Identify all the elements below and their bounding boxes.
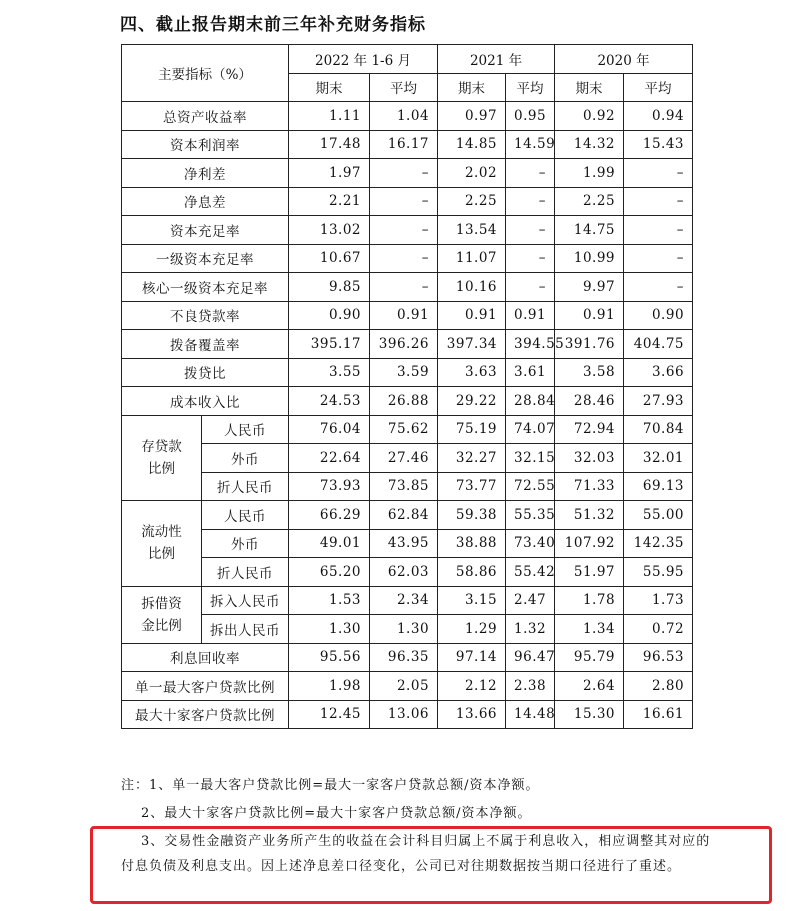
value-cell: 2.21 — [289, 187, 370, 216]
row-label: 拨贷比 — [122, 358, 289, 387]
value-cell: 397.34 — [438, 330, 506, 359]
value-cell: 43.95 — [370, 529, 438, 558]
value-cell: 96.35 — [370, 643, 438, 672]
value-cell: 75.19 — [438, 415, 506, 444]
table-row — [122, 700, 693, 729]
value-cell: 1.11 — [289, 102, 370, 131]
value-cell: 96.53 — [624, 643, 693, 672]
group-label — [122, 501, 202, 587]
value-cell: 75.62 — [370, 415, 438, 444]
row-label: 最大十家客户贷款比例 — [122, 700, 289, 729]
value-cell: 32.27 — [438, 444, 506, 473]
value-cell: 1.53 — [289, 586, 370, 615]
value-cell: 15.43 — [624, 130, 693, 159]
value-cell: 0.91 — [506, 301, 555, 330]
value-cell: 73.93 — [289, 472, 370, 501]
group-label-line: 拆借资 — [141, 595, 182, 612]
table-row — [122, 643, 693, 672]
table-row — [122, 244, 693, 273]
value-cell: 0.92 — [555, 102, 624, 131]
value-cell: – — [624, 273, 693, 302]
value-cell: 2.25 — [555, 187, 624, 216]
value-cell: 2.34 — [370, 586, 438, 615]
sub-row-label: 人民币 — [202, 501, 289, 530]
value-cell: – — [506, 187, 555, 216]
row-label: 资本充足率 — [122, 216, 289, 245]
value-cell: 3.55 — [289, 358, 370, 387]
value-cell: 1.30 — [289, 615, 370, 644]
value-cell: – — [370, 273, 438, 302]
note-3: 3、交易性金融资产业务所产生的收益在会计科目归属上不属于利息收入，相应调整其对应的付息负债及利息支出。因上述净息差口径变化，公司已对往期数据按当期口径进行了重述。 — [121, 834, 711, 874]
value-cell: 70.84 — [624, 415, 693, 444]
table-row — [122, 672, 693, 701]
year-header-2022: 2022 年 1-6 月 — [289, 45, 438, 74]
note-1: 注：1、单一最大客户贷款比例=最大一家客户贷款总额/资本净额。 — [121, 778, 540, 793]
value-cell: 394.55 — [506, 330, 555, 359]
table-row — [122, 586, 693, 615]
value-cell: 51.32 — [555, 501, 624, 530]
value-cell: 66.29 — [289, 501, 370, 530]
table-row — [122, 415, 693, 444]
value-cell: 55.42 — [506, 558, 555, 587]
group-label — [122, 415, 202, 501]
value-cell: 71.33 — [555, 472, 624, 501]
value-cell: 0.72 — [624, 615, 693, 644]
value-cell: 1.97 — [289, 159, 370, 188]
value-cell: 73.85 — [370, 472, 438, 501]
value-cell: 3.63 — [438, 358, 506, 387]
table-row — [122, 216, 693, 245]
value-cell: 55.00 — [624, 501, 693, 530]
value-cell: – — [370, 159, 438, 188]
value-cell: 3.58 — [555, 358, 624, 387]
group-label-line: 金比例 — [141, 617, 182, 634]
year-header-2021: 2021 年 — [438, 45, 555, 74]
table-row — [122, 273, 693, 302]
value-cell: 16.17 — [370, 130, 438, 159]
value-cell: 10.99 — [555, 244, 624, 273]
value-cell: 96.47 — [506, 643, 555, 672]
indicator-header: 主要指标（%） — [122, 45, 289, 102]
value-cell: 59.38 — [438, 501, 506, 530]
value-cell: 3.59 — [370, 358, 438, 387]
sub-header: 平均 — [506, 73, 555, 102]
value-cell: 10.16 — [438, 273, 506, 302]
value-cell: 10.67 — [289, 244, 370, 273]
sub-row-label: 拆出人民币 — [202, 615, 289, 644]
table-row — [122, 301, 693, 330]
value-cell: 13.02 — [289, 216, 370, 245]
value-cell: 95.56 — [289, 643, 370, 672]
sub-row-label: 拆入人民币 — [202, 586, 289, 615]
value-cell: 14.59 — [506, 130, 555, 159]
value-cell: – — [506, 273, 555, 302]
table-row — [122, 444, 693, 473]
financial-indicators-table — [121, 44, 693, 729]
value-cell: 1.99 — [555, 159, 624, 188]
value-cell: – — [370, 216, 438, 245]
highlight-box — [90, 826, 772, 904]
value-cell: 0.97 — [438, 102, 506, 131]
value-cell: 38.88 — [438, 529, 506, 558]
sub-header: 平均 — [370, 73, 438, 102]
value-cell: 0.90 — [624, 301, 693, 330]
value-cell: – — [506, 216, 555, 245]
value-cell: 51.97 — [555, 558, 624, 587]
value-cell: – — [370, 187, 438, 216]
value-cell: 0.91 — [438, 301, 506, 330]
value-cell: 62.84 — [370, 501, 438, 530]
table-row — [122, 358, 693, 387]
value-cell: 24.53 — [289, 387, 370, 416]
value-cell: 1.04 — [370, 102, 438, 131]
value-cell: 28.84 — [506, 387, 555, 416]
value-cell: 2.25 — [438, 187, 506, 216]
notes — [121, 775, 721, 831]
value-cell: 55.95 — [624, 558, 693, 587]
row-label: 拨备覆盖率 — [122, 330, 289, 359]
value-cell: 72.94 — [555, 415, 624, 444]
value-cell: 2.80 — [624, 672, 693, 701]
value-cell: 1.73 — [624, 586, 693, 615]
value-cell: 58.86 — [438, 558, 506, 587]
value-cell: – — [370, 244, 438, 273]
value-cell: 73.40 — [506, 529, 555, 558]
value-cell: 97.14 — [438, 643, 506, 672]
value-cell: 12.45 — [289, 700, 370, 729]
value-cell: 1.78 — [555, 586, 624, 615]
sub-row-label: 外币 — [202, 444, 289, 473]
group-label-line: 存贷款 — [141, 438, 182, 455]
sub-header: 期末 — [438, 73, 506, 102]
table-row — [122, 159, 693, 188]
value-cell: 1.30 — [370, 615, 438, 644]
value-cell: 15.30 — [555, 700, 624, 729]
value-cell: – — [624, 159, 693, 188]
value-cell: 396.26 — [370, 330, 438, 359]
value-cell: – — [624, 244, 693, 273]
value-cell: 1.29 — [438, 615, 506, 644]
value-cell: 16.61 — [624, 700, 693, 729]
value-cell: 14.75 — [555, 216, 624, 245]
sub-header: 平均 — [624, 73, 693, 102]
value-cell: 49.01 — [289, 529, 370, 558]
sub-row-label: 外币 — [202, 529, 289, 558]
value-cell: 95.79 — [555, 643, 624, 672]
value-cell: 107.92 — [555, 529, 624, 558]
table-row — [122, 472, 693, 501]
value-cell: 3.61 — [506, 358, 555, 387]
value-cell: 2.12 — [438, 672, 506, 701]
value-cell: 26.88 — [370, 387, 438, 416]
sub-row-label: 人民币 — [202, 415, 289, 444]
table-body — [122, 102, 693, 729]
value-cell: 2.47 — [506, 586, 555, 615]
row-label: 成本收入比 — [122, 387, 289, 416]
value-cell: – — [624, 216, 693, 245]
value-cell: 1.98 — [289, 672, 370, 701]
value-cell: 0.91 — [555, 301, 624, 330]
value-cell: 2.64 — [555, 672, 624, 701]
value-cell: 29.22 — [438, 387, 506, 416]
value-cell: 3.15 — [438, 586, 506, 615]
value-cell: 13.54 — [438, 216, 506, 245]
value-cell: 17.48 — [289, 130, 370, 159]
value-cell: 69.13 — [624, 472, 693, 501]
value-cell: 14.85 — [438, 130, 506, 159]
row-label: 净息差 — [122, 187, 289, 216]
value-cell: 74.07 — [506, 415, 555, 444]
row-label: 单一最大客户贷款比例 — [122, 672, 289, 701]
year-header-row — [122, 45, 693, 74]
value-cell: 2.02 — [438, 159, 506, 188]
value-cell: 404.75 — [624, 330, 693, 359]
sub-header: 期末 — [555, 73, 624, 102]
value-cell: 13.66 — [438, 700, 506, 729]
value-cell: 73.77 — [438, 472, 506, 501]
table-row — [122, 501, 693, 530]
row-label: 不良贷款率 — [122, 301, 289, 330]
value-cell: 1.34 — [555, 615, 624, 644]
table-row — [122, 529, 693, 558]
value-cell: 27.93 — [624, 387, 693, 416]
value-cell: 9.97 — [555, 273, 624, 302]
value-cell: 3.66 — [624, 358, 693, 387]
group-label-line: 比例 — [148, 460, 175, 477]
value-cell: 28.46 — [555, 387, 624, 416]
year-header-2020: 2020 年 — [555, 45, 693, 74]
table-row — [122, 330, 693, 359]
value-cell: 13.06 — [370, 700, 438, 729]
value-cell: 14.32 — [555, 130, 624, 159]
value-cell: 0.94 — [624, 102, 693, 131]
sub-row-label: 折人民币 — [202, 558, 289, 587]
value-cell: 14.48 — [506, 700, 555, 729]
table-row — [122, 130, 693, 159]
value-cell: 142.35 — [624, 529, 693, 558]
value-cell: 1.32 — [506, 615, 555, 644]
sub-header: 期末 — [289, 73, 370, 102]
value-cell: 2.38 — [506, 672, 555, 701]
row-label: 利息回收率 — [122, 643, 289, 672]
value-cell: 0.90 — [289, 301, 370, 330]
value-cell: 32.03 — [555, 444, 624, 473]
group-label-line: 流动性 — [141, 524, 182, 541]
value-cell: 72.55 — [506, 472, 555, 501]
value-cell: – — [506, 159, 555, 188]
section-heading: 四、截止报告期末前三年补充财务指标 — [120, 15, 426, 35]
value-cell: 32.15 — [506, 444, 555, 473]
value-cell: 0.95 — [506, 102, 555, 131]
value-cell: 76.04 — [289, 415, 370, 444]
group-label-line: 比例 — [148, 546, 175, 563]
value-cell: 55.35 — [506, 501, 555, 530]
value-cell: 22.64 — [289, 444, 370, 473]
value-cell: – — [624, 187, 693, 216]
value-cell: 0.91 — [370, 301, 438, 330]
value-cell: 2.05 — [370, 672, 438, 701]
value-cell: 395.17 — [289, 330, 370, 359]
value-cell: 11.07 — [438, 244, 506, 273]
table-row — [122, 387, 693, 416]
value-cell: 27.46 — [370, 444, 438, 473]
group-label — [122, 586, 202, 643]
value-cell: 9.85 — [289, 273, 370, 302]
note-2: 2、最大十家客户贷款比例=最大十家客户贷款总额/资本净额。 — [141, 806, 532, 821]
value-cell: 391.76 — [555, 330, 624, 359]
row-label: 核心一级资本充足率 — [122, 273, 289, 302]
row-label: 总资产收益率 — [122, 102, 289, 131]
table-row — [122, 615, 693, 644]
table-row — [122, 558, 693, 587]
row-label: 一级资本充足率 — [122, 244, 289, 273]
row-label: 资本利润率 — [122, 130, 289, 159]
table-row — [122, 102, 693, 131]
table-row — [122, 187, 693, 216]
value-cell: 62.03 — [370, 558, 438, 587]
row-label: 净利差 — [122, 159, 289, 188]
value-cell: 32.01 — [624, 444, 693, 473]
value-cell: 65.20 — [289, 558, 370, 587]
sub-row-label: 折人民币 — [202, 472, 289, 501]
value-cell: – — [506, 244, 555, 273]
